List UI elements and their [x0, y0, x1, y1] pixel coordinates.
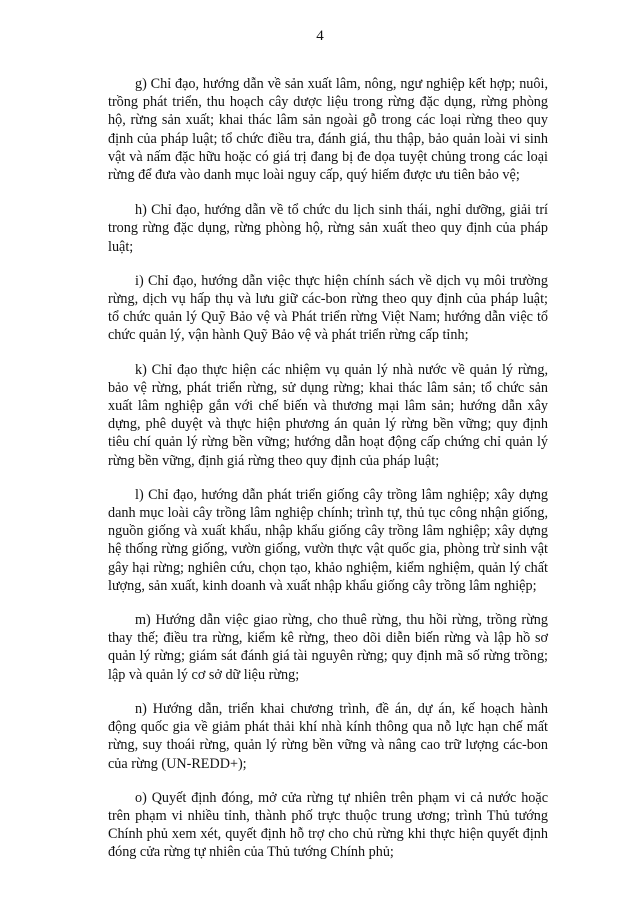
paragraph-o: o) Quyết định đóng, mở cửa rừng tự nhiên trên phạm vi cả nước hoặc trên phạm vi nhiều tỉnh, thành phố trực thuộc trung ương; trình Thủ tướng Chính phủ xem xét, quyết định hỗ trợ cho chủ rừng khi thực hiện quyết định đóng cửa rừng tự nhiên của Thủ tướng Chính phủ; [108, 789, 548, 861]
paragraph-g: g) Chỉ đạo, hướng dẫn về sản xuất lâm, nông, ngư nghiệp kết hợp; nuôi, trồng phát triển, thu hoạch cây dược liệu trong rừng đặc dụng, rừng phòng hộ, rừng sản xuất; khai thác lâm sản ngoài gỗ trong các loại rừng theo quy định của pháp luật; tổ chức điều tra, đánh giá, thu thập, bảo quản loài vi sinh vật và nấm đặc hữu hoặc có giá trị đang bị đe dọa tuyệt chủng trong các loại rừng để đưa vào danh mục loài nguy cấp, quý hiếm được ưu tiên bảo vệ; [108, 76, 548, 184]
paragraph-l: l) Chỉ đạo, hướng dẫn phát triển giống cây trồng lâm nghiệp; xây dựng danh mục loài cây trồng lâm nghiệp chính; trình tự, thủ tục công nhận giống, nguồn giống và xuất khẩu, nhập khẩu giống cây trồng lâm nghiệp; xây dựng hệ thống rừng giống, vườn giống, vườn thực vật quốc gia, phòng trừ sinh vật gây hại rừng; nghiên cứu, chọn tạo, khảo nghiệm, kiểm nghiệm, quản lý chất lượng, sản xuất, kinh doanh và xuất nhập khẩu giống cây trồng lâm nghiệp; [108, 486, 548, 594]
paragraph-n: n) Hướng dẫn, triển khai chương trình, đề án, dự án, kế hoạch hành động quốc gia về giảm phát thải khí nhà kính thông qua nỗ lực hạn chế mất rừng, suy thoái rừng, quản lý rừng bền vững và nâng cao trữ lượng các-bon của rừng (UN-REDD+); [108, 700, 548, 772]
page-number: 4 [316, 28, 324, 44]
paragraph-h: h) Chỉ đạo, hướng dẫn về tổ chức du lịch sinh thái, nghỉ dưỡng, giải trí trong rừng đặc dụng, rừng phòng hộ, rừng sản xuất theo quy định của pháp luật; [108, 202, 548, 255]
paragraph-m: m) Hướng dẫn việc giao rừng, cho thuê rừng, thu hồi rừng, trồng rừng thay thế; điều tra rừng, kiểm kê rừng, theo dõi diễn biến rừng và lập hồ sơ quản lý rừng; giám sát đánh giá tài nguyên rừng; quy định mã số rừng trồng; lập và quản lý cơ sở dữ liệu rừng; [108, 612, 548, 683]
paragraph-k: k) Chỉ đạo thực hiện các nhiệm vụ quản lý nhà nước về quản lý rừng, bảo vệ rừng, phát triển rừng, sử dụng rừng; khai thác lâm sản; tổ chức sản xuất lâm nghiệp gắn với chế biến và thương mại lâm sản; hướng dẫn xây dựng, phê duyệt và thực hiện phương án quản lý rừng bền vững; quy định tiêu chí quản lý rừng bền vững; hướng dẫn hoạt động cấp chứng chỉ quản lý rừng bền vững, định giá rừng theo quy định của pháp luật; [108, 361, 548, 469]
document-body [108, 75, 548, 878]
paragraph-i: i) Chỉ đạo, hướng dẫn việc thực hiện chính sách về dịch vụ môi trường rừng, dịch vụ hấp thụ và lưu giữ các-bon rừng theo quy định của pháp luật; tổ chức quản lý Quỹ Bảo vệ và Phát triển rừng Việt Nam; hướng dẫn việc tổ chức quản lý, vận hành Quỹ Bảo vệ và phát triển rừng cấp tỉnh; [108, 272, 548, 344]
